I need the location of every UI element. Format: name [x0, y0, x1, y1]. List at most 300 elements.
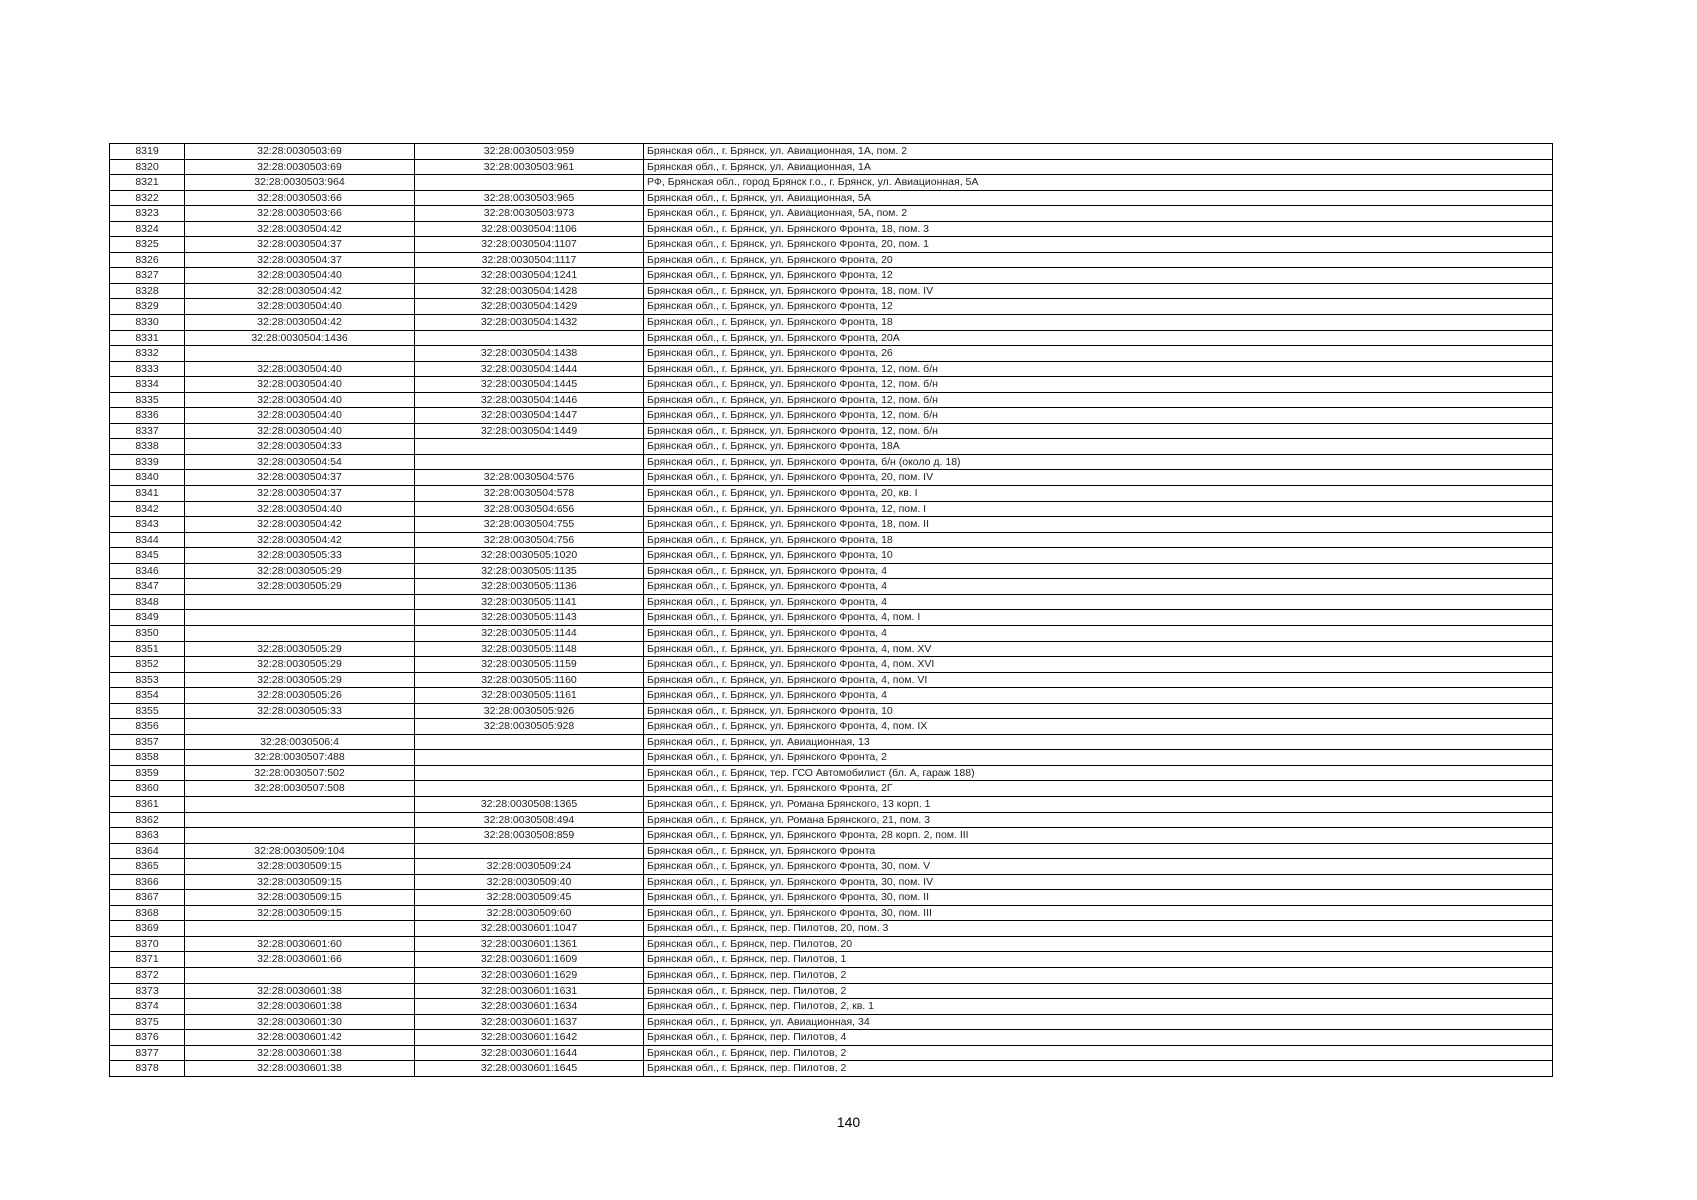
row-number-cell: 8322 — [110, 190, 185, 206]
row-number-cell: 8324 — [110, 221, 185, 237]
object-cadastral-number-cell: 32:28:0030505:1144 — [415, 625, 644, 641]
address-cell: Брянская обл., г. Брянск, ул. Романа Брянского, 13 корп. 1 — [644, 796, 1553, 812]
land-plot-cadastral-number-cell: 32:28:0030504:42 — [185, 517, 415, 533]
row-number-cell: 8372 — [110, 967, 185, 983]
object-cadastral-number-cell: 32:28:0030504:1241 — [415, 268, 644, 284]
address-cell: Брянская обл., г. Брянск, ул. Брянского Фронта, 28 корп. 2, пом. III — [644, 828, 1553, 844]
address-cell: Брянская обл., г. Брянск, ул. Брянского Фронта, 4 — [644, 625, 1553, 641]
address-cell: Брянская обл., г. Брянск, ул. Брянского Фронта, 12, пом. б/н — [644, 377, 1553, 393]
object-cadastral-number-cell: 32:28:0030508:494 — [415, 812, 644, 828]
table-row — [110, 1014, 1553, 1030]
land-plot-cadastral-number-cell — [185, 594, 415, 610]
object-cadastral-number-cell: 32:28:0030503:961 — [415, 159, 644, 175]
row-number-cell: 8377 — [110, 1045, 185, 1061]
table-row — [110, 361, 1553, 377]
object-cadastral-number-cell: 32:28:0030601:1634 — [415, 999, 644, 1015]
address-cell: Брянская обл., г. Брянск, ул. Брянского Фронта, 18 — [644, 532, 1553, 548]
land-plot-cadastral-number-cell: 32:28:0030601:38 — [185, 999, 415, 1015]
address-cell: Брянская обл., г. Брянск, ул. Брянского Фронта, 12, пом. б/н — [644, 423, 1553, 439]
row-number-cell: 8370 — [110, 936, 185, 952]
object-cadastral-number-cell: 32:28:0030505:1159 — [415, 657, 644, 673]
table-row — [110, 517, 1553, 533]
address-cell: Брянская обл., г. Брянск, ул. Брянского Фронта, 18 — [644, 315, 1553, 331]
address-cell: Брянская обл., г. Брянск, пер. Пилотов, 2 — [644, 1045, 1553, 1061]
object-cadastral-number-cell: 32:28:0030509:24 — [415, 859, 644, 875]
object-cadastral-number-cell: 32:28:0030504:1428 — [415, 283, 644, 299]
land-plot-cadastral-number-cell: 32:28:0030504:42 — [185, 221, 415, 237]
object-cadastral-number-cell: 32:28:0030503:959 — [415, 144, 644, 160]
land-plot-cadastral-number-cell: 32:28:0030503:964 — [185, 175, 415, 191]
address-cell: Брянская обл., г. Брянск, ул. Брянского Фронта, 4 — [644, 594, 1553, 610]
table-row — [110, 921, 1553, 937]
land-plot-cadastral-number-cell: 32:28:0030505:33 — [185, 548, 415, 564]
table-row — [110, 734, 1553, 750]
row-number-cell: 8362 — [110, 812, 185, 828]
table-row — [110, 703, 1553, 719]
table-row — [110, 315, 1553, 331]
land-plot-cadastral-number-cell — [185, 967, 415, 983]
table-row — [110, 1030, 1553, 1046]
table-row — [110, 221, 1553, 237]
land-plot-cadastral-number-cell: 32:28:0030505:29 — [185, 563, 415, 579]
land-plot-cadastral-number-cell: 32:28:0030505:29 — [185, 672, 415, 688]
table-row — [110, 983, 1553, 999]
address-cell: Брянская обл., г. Брянск, ул. Брянского Фронта, 26 — [644, 346, 1553, 362]
table-row — [110, 237, 1553, 253]
row-number-cell: 8326 — [110, 252, 185, 268]
row-number-cell: 8328 — [110, 283, 185, 299]
row-number-cell: 8359 — [110, 765, 185, 781]
object-cadastral-number-cell: 32:28:0030504:1429 — [415, 299, 644, 315]
address-cell: РФ, Брянская обл., город Брянск г.о., г. Брянск, ул. Авиационная, 5А — [644, 175, 1553, 191]
object-cadastral-number-cell: 32:28:0030504:656 — [415, 501, 644, 517]
object-cadastral-number-cell: 32:28:0030509:60 — [415, 905, 644, 921]
object-cadastral-number-cell: 32:28:0030504:756 — [415, 532, 644, 548]
row-number-cell: 8368 — [110, 905, 185, 921]
table-row — [110, 750, 1553, 766]
address-cell: Брянская обл., г. Брянск, ул. Брянского Фронта — [644, 843, 1553, 859]
row-number-cell: 8325 — [110, 237, 185, 253]
address-cell: Брянская обл., г. Брянск, ул. Авиационная, 5А, пом. 2 — [644, 206, 1553, 222]
address-cell: Брянская обл., г. Брянск, пер. Пилотов, 20 — [644, 936, 1553, 952]
address-cell: Брянская обл., г. Брянск, ул. Брянского Фронта, 4, пом. XV — [644, 641, 1553, 657]
land-plot-cadastral-number-cell — [185, 610, 415, 626]
row-number-cell: 8329 — [110, 299, 185, 315]
table-row — [110, 1061, 1553, 1077]
row-number-cell: 8319 — [110, 144, 185, 160]
table-row — [110, 563, 1553, 579]
object-cadastral-number-cell: 32:28:0030505:928 — [415, 719, 644, 735]
table-row — [110, 299, 1553, 315]
object-cadastral-number-cell: 32:28:0030505:1160 — [415, 672, 644, 688]
row-number-cell: 8339 — [110, 454, 185, 470]
address-cell: Брянская обл., г. Брянск, ул. Брянского Фронта, 4 — [644, 563, 1553, 579]
row-number-cell: 8343 — [110, 517, 185, 533]
table-row — [110, 454, 1553, 470]
land-plot-cadastral-number-cell: 32:28:0030504:40 — [185, 392, 415, 408]
row-number-cell: 8320 — [110, 159, 185, 175]
row-number-cell: 8348 — [110, 594, 185, 610]
table-row — [110, 796, 1553, 812]
object-cadastral-number-cell: 32:28:0030601:1645 — [415, 1061, 644, 1077]
table-row — [110, 1045, 1553, 1061]
address-cell: Брянская обл., г. Брянск, ул. Брянского Фронта, б/н (около д. 18) — [644, 454, 1553, 470]
address-cell: Брянская обл., г. Брянск, ул. Брянского Фронта, 12, пом. б/н — [644, 361, 1553, 377]
table-row — [110, 890, 1553, 906]
row-number-cell: 8342 — [110, 501, 185, 517]
table-row — [110, 532, 1553, 548]
row-number-cell: 8321 — [110, 175, 185, 191]
address-cell: Брянская обл., г. Брянск, ул. Брянского Фронта, 12 — [644, 268, 1553, 284]
object-cadastral-number-cell: 32:28:0030503:965 — [415, 190, 644, 206]
row-number-cell: 8327 — [110, 268, 185, 284]
address-cell: Брянская обл., г. Брянск, ул. Брянского Фронта, 12 — [644, 299, 1553, 315]
land-plot-cadastral-number-cell: 32:28:0030504:42 — [185, 283, 415, 299]
table-row — [110, 812, 1553, 828]
object-cadastral-number-cell: 32:28:0030505:1148 — [415, 641, 644, 657]
row-number-cell: 8363 — [110, 828, 185, 844]
land-plot-cadastral-number-cell: 32:28:0030504:40 — [185, 299, 415, 315]
object-cadastral-number-cell: 32:28:0030503:973 — [415, 206, 644, 222]
address-cell: Брянская обл., г. Брянск, ул. Брянского Фронта, 20 — [644, 252, 1553, 268]
object-cadastral-number-cell: 32:28:0030504:1107 — [415, 237, 644, 253]
object-cadastral-number-cell: 32:28:0030505:1161 — [415, 688, 644, 704]
row-number-cell: 8340 — [110, 470, 185, 486]
address-cell: Брянская обл., г. Брянск, ул. Брянского Фронта, 4, пом. IX — [644, 719, 1553, 735]
object-cadastral-number-cell — [415, 175, 644, 191]
land-plot-cadastral-number-cell: 32:28:0030503:69 — [185, 159, 415, 175]
object-cadastral-number-cell — [415, 330, 644, 346]
land-plot-cadastral-number-cell — [185, 828, 415, 844]
row-number-cell: 8334 — [110, 377, 185, 393]
table-row — [110, 548, 1553, 564]
address-cell: Брянская обл., г. Брянск, ул. Брянского Фронта, 18, пом. 3 — [644, 221, 1553, 237]
land-plot-cadastral-number-cell: 32:28:0030503:66 — [185, 190, 415, 206]
object-cadastral-number-cell — [415, 765, 644, 781]
table-row — [110, 439, 1553, 455]
land-plot-cadastral-number-cell: 32:28:0030504:1436 — [185, 330, 415, 346]
object-cadastral-number-cell: 32:28:0030601:1047 — [415, 921, 644, 937]
table-row — [110, 377, 1553, 393]
table-row — [110, 392, 1553, 408]
land-plot-cadastral-number-cell: 32:28:0030601:38 — [185, 1045, 415, 1061]
property-register-table — [109, 143, 1553, 1077]
land-plot-cadastral-number-cell: 32:28:0030504:37 — [185, 470, 415, 486]
table-row — [110, 159, 1553, 175]
row-number-cell: 8337 — [110, 423, 185, 439]
object-cadastral-number-cell: 32:28:0030505:1136 — [415, 579, 644, 595]
land-plot-cadastral-number-cell: 32:28:0030509:15 — [185, 859, 415, 875]
object-cadastral-number-cell: 32:28:0030504:1117 — [415, 252, 644, 268]
address-cell: Брянская обл., г. Брянск, ул. Авиационная, 34 — [644, 1014, 1553, 1030]
row-number-cell: 8371 — [110, 952, 185, 968]
land-plot-cadastral-number-cell: 32:28:0030504:40 — [185, 361, 415, 377]
land-plot-cadastral-number-cell: 32:28:0030601:38 — [185, 1061, 415, 1077]
land-plot-cadastral-number-cell — [185, 812, 415, 828]
land-plot-cadastral-number-cell: 32:28:0030505:29 — [185, 641, 415, 657]
address-cell: Брянская обл., г. Брянск, ул. Брянского Фронта, 30, пом. II — [644, 890, 1553, 906]
row-number-cell: 8357 — [110, 734, 185, 750]
table-row — [110, 190, 1553, 206]
table-row — [110, 268, 1553, 284]
address-cell: Брянская обл., г. Брянск, пер. Пилотов, 2 — [644, 983, 1553, 999]
object-cadastral-number-cell: 32:28:0030505:1135 — [415, 563, 644, 579]
address-cell: Брянская обл., г. Брянск, пер. Пилотов, 2, кв. 1 — [644, 999, 1553, 1015]
table-row — [110, 144, 1553, 160]
row-number-cell: 8367 — [110, 890, 185, 906]
row-number-cell: 8341 — [110, 486, 185, 502]
row-number-cell: 8356 — [110, 719, 185, 735]
land-plot-cadastral-number-cell: 32:28:0030509:15 — [185, 874, 415, 890]
table-row — [110, 501, 1553, 517]
land-plot-cadastral-number-cell: 32:28:0030504:42 — [185, 532, 415, 548]
register-table-body — [110, 144, 1553, 1077]
land-plot-cadastral-number-cell: 32:28:0030601:60 — [185, 936, 415, 952]
object-cadastral-number-cell — [415, 439, 644, 455]
table-row — [110, 843, 1553, 859]
address-cell: Брянская обл., г. Брянск, пер. Пилотов, 20, пом. 3 — [644, 921, 1553, 937]
row-number-cell: 8336 — [110, 408, 185, 424]
land-plot-cadastral-number-cell: 32:28:0030504:40 — [185, 423, 415, 439]
land-plot-cadastral-number-cell: 32:28:0030505:33 — [185, 703, 415, 719]
object-cadastral-number-cell — [415, 454, 644, 470]
land-plot-cadastral-number-cell: 32:28:0030505:29 — [185, 579, 415, 595]
address-cell: Брянская обл., г. Брянск, ул. Брянского Фронта, 4, пом. XVI — [644, 657, 1553, 673]
table-row — [110, 610, 1553, 626]
row-number-cell: 8375 — [110, 1014, 185, 1030]
object-cadastral-number-cell: 32:28:0030505:1143 — [415, 610, 644, 626]
row-number-cell: 8332 — [110, 346, 185, 362]
row-number-cell: 8369 — [110, 921, 185, 937]
object-cadastral-number-cell: 32:28:0030505:1020 — [415, 548, 644, 564]
row-number-cell: 8345 — [110, 548, 185, 564]
table-row — [110, 874, 1553, 890]
table-row — [110, 579, 1553, 595]
address-cell: Брянская обл., г. Брянск, ул. Романа Брянского, 21, пом. 3 — [644, 812, 1553, 828]
table-row — [110, 641, 1553, 657]
object-cadastral-number-cell: 32:28:0030601:1642 — [415, 1030, 644, 1046]
row-number-cell: 8350 — [110, 625, 185, 641]
table-row — [110, 252, 1553, 268]
table-row — [110, 688, 1553, 704]
address-cell: Брянская обл., г. Брянск, ул. Брянского Фронта, 10 — [644, 703, 1553, 719]
land-plot-cadastral-number-cell: 32:28:0030504:40 — [185, 501, 415, 517]
address-cell: Брянская обл., г. Брянск, ул. Брянского Фронта, 2 — [644, 750, 1553, 766]
object-cadastral-number-cell: 32:28:0030504:1106 — [415, 221, 644, 237]
land-plot-cadastral-number-cell: 32:28:0030504:40 — [185, 377, 415, 393]
object-cadastral-number-cell: 32:28:0030504:1445 — [415, 377, 644, 393]
land-plot-cadastral-number-cell — [185, 719, 415, 735]
table-row — [110, 625, 1553, 641]
object-cadastral-number-cell: 32:28:0030504:1449 — [415, 423, 644, 439]
address-cell: Брянская обл., г. Брянск, ул. Брянского Фронта, 18А — [644, 439, 1553, 455]
land-plot-cadastral-number-cell: 32:28:0030503:66 — [185, 206, 415, 222]
address-cell: Брянская обл., г. Брянск, ул. Брянского Фронта, 30, пом. III — [644, 905, 1553, 921]
object-cadastral-number-cell: 32:28:0030504:576 — [415, 470, 644, 486]
table-row — [110, 175, 1553, 191]
address-cell: Брянская обл., г. Брянск, пер. Пилотов, 4 — [644, 1030, 1553, 1046]
land-plot-cadastral-number-cell: 32:28:0030507:488 — [185, 750, 415, 766]
row-number-cell: 8378 — [110, 1061, 185, 1077]
object-cadastral-number-cell: 32:28:0030504:1432 — [415, 315, 644, 331]
object-cadastral-number-cell: 32:28:0030508:1365 — [415, 796, 644, 812]
land-plot-cadastral-number-cell — [185, 625, 415, 641]
row-number-cell: 8353 — [110, 672, 185, 688]
address-cell: Брянская обл., г. Брянск, ул. Авиационная, 5А — [644, 190, 1553, 206]
table-row — [110, 999, 1553, 1015]
table-row — [110, 828, 1553, 844]
address-cell: Брянская обл., г. Брянск, ул. Брянского Фронта, 12, пом. I — [644, 501, 1553, 517]
land-plot-cadastral-number-cell: 32:28:0030601:38 — [185, 983, 415, 999]
table-row — [110, 330, 1553, 346]
table-row — [110, 657, 1553, 673]
land-plot-cadastral-number-cell: 32:28:0030509:15 — [185, 905, 415, 921]
object-cadastral-number-cell: 32:28:0030504:1444 — [415, 361, 644, 377]
table-row — [110, 765, 1553, 781]
row-number-cell: 8376 — [110, 1030, 185, 1046]
object-cadastral-number-cell: 32:28:0030508:859 — [415, 828, 644, 844]
land-plot-cadastral-number-cell: 32:28:0030504:42 — [185, 315, 415, 331]
address-cell: Брянская обл., г. Брянск, ул. Брянского Фронта, 4, пом. VI — [644, 672, 1553, 688]
row-number-cell: 8373 — [110, 983, 185, 999]
address-cell: Брянская обл., г. Брянск, ул. Брянского Фронта, 20А — [644, 330, 1553, 346]
table-row — [110, 781, 1553, 797]
object-cadastral-number-cell: 32:28:0030601:1629 — [415, 967, 644, 983]
row-number-cell: 8358 — [110, 750, 185, 766]
table-row — [110, 905, 1553, 921]
land-plot-cadastral-number-cell: 32:28:0030504:37 — [185, 252, 415, 268]
row-number-cell: 8323 — [110, 206, 185, 222]
row-number-cell: 8331 — [110, 330, 185, 346]
land-plot-cadastral-number-cell — [185, 346, 415, 362]
address-cell: Брянская обл., г. Брянск, ул. Брянского Фронта, 4 — [644, 579, 1553, 595]
address-cell: Брянская обл., г. Брянск, ул. Авиационная, 13 — [644, 734, 1553, 750]
land-plot-cadastral-number-cell — [185, 921, 415, 937]
address-cell: Брянская обл., г. Брянск, ул. Брянского Фронта, 12, пом. б/н — [644, 392, 1553, 408]
object-cadastral-number-cell: 32:28:0030504:1438 — [415, 346, 644, 362]
row-number-cell: 8338 — [110, 439, 185, 455]
address-cell: Брянская обл., г. Брянск, ул. Брянского Фронта, 30, пом. IV — [644, 874, 1553, 890]
address-cell: Брянская обл., г. Брянск, ул. Брянского Фронта, 4, пом. I — [644, 610, 1553, 626]
land-plot-cadastral-number-cell: 32:28:0030507:508 — [185, 781, 415, 797]
object-cadastral-number-cell: 32:28:0030504:578 — [415, 486, 644, 502]
object-cadastral-number-cell: 32:28:0030504:755 — [415, 517, 644, 533]
address-cell: Брянская обл., г. Брянск, пер. Пилотов, 1 — [644, 952, 1553, 968]
land-plot-cadastral-number-cell — [185, 796, 415, 812]
row-number-cell: 8360 — [110, 781, 185, 797]
address-cell: Брянская обл., г. Брянск, ул. Брянского Фронта, 20, пом. 1 — [644, 237, 1553, 253]
table-row — [110, 283, 1553, 299]
address-cell: Брянская обл., г. Брянск, ул. Брянского Фронта, 10 — [644, 548, 1553, 564]
address-cell: Брянская обл., г. Брянск, пер. Пилотов, 2 — [644, 967, 1553, 983]
land-plot-cadastral-number-cell: 32:28:0030601:42 — [185, 1030, 415, 1046]
table-row — [110, 408, 1553, 424]
object-cadastral-number-cell: 32:28:0030601:1631 — [415, 983, 644, 999]
land-plot-cadastral-number-cell: 32:28:0030504:37 — [185, 486, 415, 502]
object-cadastral-number-cell: 32:28:0030504:1447 — [415, 408, 644, 424]
page-number: 140 — [836, 1114, 861, 1130]
row-number-cell: 8354 — [110, 688, 185, 704]
table-row — [110, 470, 1553, 486]
object-cadastral-number-cell: 32:28:0030505:1141 — [415, 594, 644, 610]
address-cell: Брянская обл., г. Брянск, ул. Брянского Фронта, 18, пом. IV — [644, 283, 1553, 299]
row-number-cell: 8374 — [110, 999, 185, 1015]
land-plot-cadastral-number-cell: 32:28:0030504:40 — [185, 408, 415, 424]
table-row — [110, 672, 1553, 688]
object-cadastral-number-cell: 32:28:0030509:40 — [415, 874, 644, 890]
address-cell: Брянская обл., г. Брянск, ул. Брянского Фронта, 20, кв. I — [644, 486, 1553, 502]
object-cadastral-number-cell: 32:28:0030601:1644 — [415, 1045, 644, 1061]
row-number-cell: 8346 — [110, 563, 185, 579]
row-number-cell: 8344 — [110, 532, 185, 548]
land-plot-cadastral-number-cell: 32:28:0030601:66 — [185, 952, 415, 968]
land-plot-cadastral-number-cell: 32:28:0030509:104 — [185, 843, 415, 859]
land-plot-cadastral-number-cell: 32:28:0030601:30 — [185, 1014, 415, 1030]
table-row — [110, 594, 1553, 610]
row-number-cell: 8351 — [110, 641, 185, 657]
land-plot-cadastral-number-cell: 32:28:0030503:69 — [185, 144, 415, 160]
table-row — [110, 936, 1553, 952]
row-number-cell: 8366 — [110, 874, 185, 890]
land-plot-cadastral-number-cell: 32:28:0030504:40 — [185, 268, 415, 284]
land-plot-cadastral-number-cell: 32:28:0030509:15 — [185, 890, 415, 906]
object-cadastral-number-cell — [415, 734, 644, 750]
address-cell: Брянская обл., г. Брянск, ул. Брянского Фронта, 30, пом. V — [644, 859, 1553, 875]
table-row — [110, 486, 1553, 502]
row-number-cell: 8352 — [110, 657, 185, 673]
address-cell: Брянская обл., г. Брянск, пер. Пилотов, 2 — [644, 1061, 1553, 1077]
land-plot-cadastral-number-cell: 32:28:0030504:37 — [185, 237, 415, 253]
object-cadastral-number-cell: 32:28:0030601:1609 — [415, 952, 644, 968]
table-row — [110, 952, 1553, 968]
row-number-cell: 8330 — [110, 315, 185, 331]
address-cell: Брянская обл., г. Брянск, ул. Брянского Фронта, 12, пом. б/н — [644, 408, 1553, 424]
row-number-cell: 8365 — [110, 859, 185, 875]
row-number-cell: 8333 — [110, 361, 185, 377]
table-row — [110, 206, 1553, 222]
address-cell: Брянская обл., г. Брянск, тер. ГСО Автомобилист (бл. А, гараж 188) — [644, 765, 1553, 781]
object-cadastral-number-cell: 32:28:0030509:45 — [415, 890, 644, 906]
row-number-cell: 8355 — [110, 703, 185, 719]
object-cadastral-number-cell: 32:28:0030505:926 — [415, 703, 644, 719]
object-cadastral-number-cell: 32:28:0030601:1637 — [415, 1014, 644, 1030]
object-cadastral-number-cell — [415, 750, 644, 766]
address-cell: Брянская обл., г. Брянск, ул. Авиационная, 1А — [644, 159, 1553, 175]
land-plot-cadastral-number-cell: 32:28:0030504:54 — [185, 454, 415, 470]
address-cell: Брянская обл., г. Брянск, ул. Брянского Фронта, 4 — [644, 688, 1553, 704]
object-cadastral-number-cell — [415, 843, 644, 859]
table-row — [110, 719, 1553, 735]
address-cell: Брянская обл., г. Брянск, ул. Брянского Фронта, 18, пом. II — [644, 517, 1553, 533]
address-cell: Брянская обл., г. Брянск, ул. Брянского Фронта, 2Г — [644, 781, 1553, 797]
land-plot-cadastral-number-cell: 32:28:0030506:4 — [185, 734, 415, 750]
land-plot-cadastral-number-cell: 32:28:0030505:29 — [185, 657, 415, 673]
address-cell: Брянская обл., г. Брянск, ул. Авиационная, 1А, пом. 2 — [644, 144, 1553, 160]
table-row — [110, 967, 1553, 983]
row-number-cell: 8364 — [110, 843, 185, 859]
object-cadastral-number-cell: 32:28:0030601:1361 — [415, 936, 644, 952]
table-row — [110, 346, 1553, 362]
land-plot-cadastral-number-cell: 32:28:0030504:33 — [185, 439, 415, 455]
row-number-cell: 8349 — [110, 610, 185, 626]
table-row — [110, 423, 1553, 439]
row-number-cell: 8335 — [110, 392, 185, 408]
object-cadastral-number-cell — [415, 781, 644, 797]
land-plot-cadastral-number-cell: 32:28:0030507:502 — [185, 765, 415, 781]
table-row — [110, 859, 1553, 875]
row-number-cell: 8361 — [110, 796, 185, 812]
address-cell: Брянская обл., г. Брянск, ул. Брянского Фронта, 20, пом. IV — [644, 470, 1553, 486]
